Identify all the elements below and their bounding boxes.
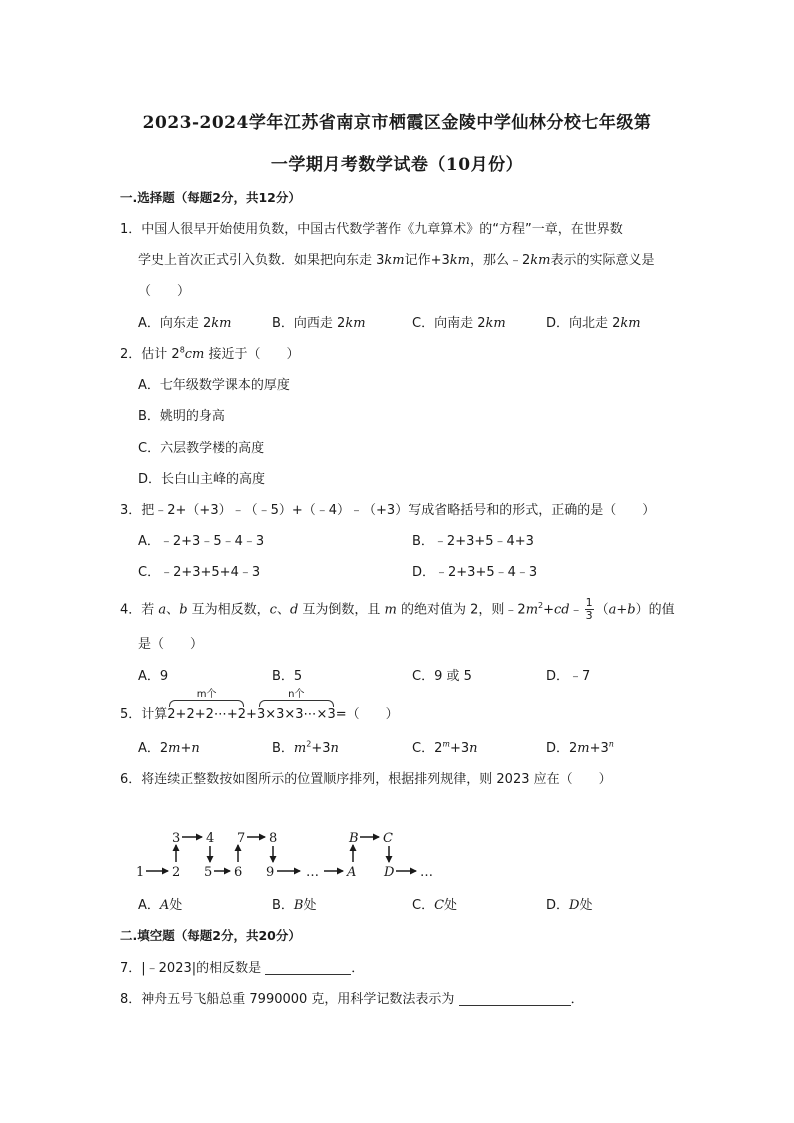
fig-arrows <box>146 837 416 871</box>
q4-fraction: $\frac{1}{3}$ <box>585 596 593 623</box>
q8-answer-blank[interactable] <box>459 991 571 1006</box>
q3-option-c[interactable]: C．﹣2+3+5+4﹣3 <box>138 565 261 580</box>
fig-label-C: C <box>383 831 393 846</box>
q6-number-arrangement-figure <box>130 822 450 884</box>
q1-line2: 学史上首次正式引入负数．如果把向东走 3km记作+3km，那么﹣2km表示的实际意义是 <box>138 253 655 268</box>
q4-option-b[interactable]: B．5 <box>272 669 303 684</box>
exam-title-line2: 一学期月考数学试卷（10月份） <box>270 155 524 175</box>
q5-option-b[interactable]: B．$m^2+3n$ <box>272 739 339 756</box>
fig-label-8: 8 <box>269 831 278 846</box>
q2-option-d[interactable]: D．长白山主峰的高度 <box>138 472 266 487</box>
q2-stem: 2．估计 $2^8cm$ 接近于（ ） <box>120 345 300 362</box>
q6-option-d[interactable]: D．D处 <box>546 898 593 913</box>
fig-label-B: B <box>349 831 359 846</box>
q4-option-a[interactable]: A．9 <box>138 669 169 684</box>
fig-label-ellipsis-1: … <box>306 865 319 880</box>
q1-line1: 1．中国人很早开始使用负数，中国古代数学著作《九章算术》的“方程”一章，在世界数 <box>120 222 623 237</box>
fig-label-9: 9 <box>266 865 275 880</box>
fig-label-7: 7 <box>237 831 246 846</box>
q6-stem: 6．将连续正整数按如图所示的位置顺序排列，根据排列规律，则 2023 应在（ ） <box>120 772 612 787</box>
q3-option-a[interactable]: A．﹣2+3﹣5﹣4﹣3 <box>138 534 265 549</box>
fig-label-1: 1 <box>136 865 145 880</box>
section-heading-fill-blank: 二.填空题（每题2分，共20分） <box>120 928 301 943</box>
q5-stem: 5．计算 m个 2+2+2⋯+2 + n个 3×3×3⋯×3 =（ ） <box>120 689 399 722</box>
q3-option-b[interactable]: B．﹣2+3+5﹣4+3 <box>412 534 534 549</box>
fig-label-6: 6 <box>234 865 243 880</box>
section-heading-choice: 一.选择题（每题2分，共12分） <box>120 190 301 205</box>
q8-stem: 8．神舟五号飞船总重 7990000 克，用科学记数法表示为 ． <box>120 992 584 1007</box>
q7-answer-blank[interactable] <box>265 960 351 975</box>
q5-option-d[interactable]: D．$2m+3^n$ <box>546 739 614 756</box>
q4-option-c[interactable]: C．9 或 5 <box>412 669 472 684</box>
fig-label-A: A <box>347 865 357 880</box>
fig-label-5: 5 <box>204 865 213 880</box>
q2-option-a[interactable]: A．七年级数学课本的厚度 <box>138 378 290 393</box>
q7-stem: 7．|﹣2023|的相反数是 ． <box>120 961 365 976</box>
fig-label-3: 3 <box>172 831 181 846</box>
q1-line3: （ ） <box>138 284 191 299</box>
fig-label-ellipsis-2: … <box>420 865 433 880</box>
q4-line2: 是（ ） <box>138 637 204 652</box>
q6-option-a[interactable]: A．A处 <box>138 898 183 913</box>
q3-option-d[interactable]: D．﹣2+3+5﹣4﹣3 <box>412 565 538 580</box>
q2-option-b[interactable]: B．姚明的身高 <box>138 409 225 424</box>
q6-option-b[interactable]: B．B处 <box>272 898 317 913</box>
q1-option-d[interactable]: D．向北走 2km <box>546 316 641 331</box>
q2-option-c[interactable]: C．六层教学楼的高度 <box>138 441 265 456</box>
q3-stem: 3．把﹣2+（+3）﹣（﹣5）+（﹣4）﹣（+3）写成省略括号和的形式，正确的是（ ） <box>120 503 656 518</box>
q1-option-c[interactable]: C．向南走 2km <box>412 316 506 331</box>
q6-option-c[interactable]: C．C处 <box>412 898 458 913</box>
q5-option-a[interactable]: A．2m+n <box>138 741 200 756</box>
fig-label-2: 2 <box>172 865 181 880</box>
q5-brace-product: n个 3×3×3⋯×3 <box>256 689 336 722</box>
fig-label-D: D <box>384 865 395 880</box>
q5-option-c[interactable]: C．$2^m+3n$ <box>412 739 478 756</box>
exam-title-line1: 2023-2024学年江苏省南京市栖霞区金陵中学仙林分校七年级第 <box>142 113 652 133</box>
q5-brace-sum: m个 2+2+2⋯+2 <box>167 689 247 722</box>
fig-label-4: 4 <box>206 831 215 846</box>
q4-line1: 4．若 a、b 互为相反数，c、d 互为倒数，且 m 的绝对值为 2，则$﹣2m^2+cd﹣$ $\frac{1}{3}$ （a+b）的值 <box>120 596 675 623</box>
q1-option-a[interactable]: A．向东走 2km <box>138 316 232 331</box>
q4-option-d[interactable]: D．﹣7 <box>546 669 591 684</box>
q1-option-b[interactable]: B．向西走 2km <box>272 316 366 331</box>
